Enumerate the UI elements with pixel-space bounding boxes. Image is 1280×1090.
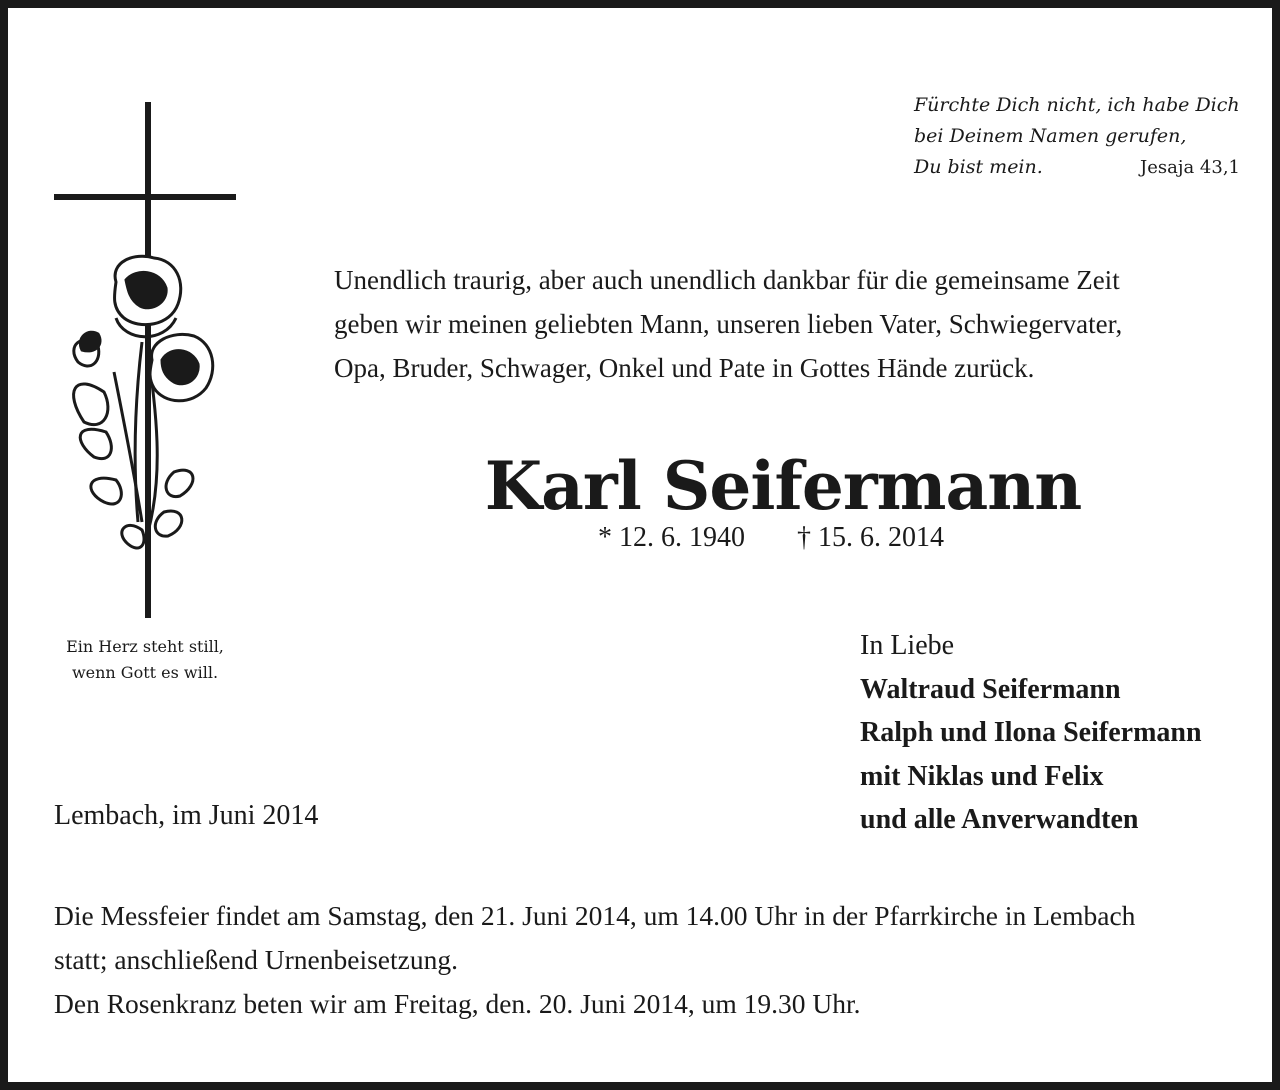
cross-roses-illustration: [44, 92, 236, 620]
life-dates: [598, 520, 944, 556]
place-date: Lembach, im Juni 2014: [54, 800, 319, 831]
verse-line: Fürchte Dich nicht, ich habe Dich: [914, 94, 1240, 116]
notice-line: Die Messfeier findet am Samstag, den 21. Juni 2014, um 14.00 Uhr in der Pfarrkirche in Lembach: [54, 900, 1136, 931]
mourner-name: Ralph und Ilona Seifermann: [860, 717, 1202, 748]
verse-line: Du bist mein.: [914, 156, 1043, 178]
motto-line: wenn Gott es will.: [71, 663, 219, 682]
motto-line: Ein Herz steht still,: [66, 637, 224, 656]
mourner-name: und alle Anverwandten: [860, 804, 1139, 835]
mourner-name: mit Niklas und Felix: [860, 760, 1104, 792]
mourners: [860, 624, 1260, 842]
intro-line: Opa, Bruder, Schwager, Onkel und Pate in Gottes Hände zurück.: [334, 353, 1035, 383]
deceased-name: Karl Seifermann: [484, 447, 1082, 525]
intro-text: [334, 258, 1254, 390]
intro-line: geben wir meinen geliebten Mann, unseren lieben Vater, Schwiegervater,: [334, 309, 1123, 339]
mourner-name: Waltraud Seifermann: [860, 673, 1121, 705]
motto: [38, 634, 252, 686]
bible-verse: [914, 90, 1240, 183]
roses-icon: [74, 256, 213, 548]
mourners-lead: In Liebe: [860, 630, 955, 661]
cross-icon: [44, 92, 236, 620]
death-date: † 15. 6. 2014: [797, 522, 944, 553]
verse-reference: Jesaja 43,1: [1140, 157, 1240, 178]
service-notice: [54, 894, 1254, 1026]
notice-line: statt; anschließend Urnenbeisetzung.: [54, 944, 458, 975]
verse-line: bei Deinem Namen gerufen,: [914, 125, 1187, 147]
notice-line: Den Rosenkranz beten wir am Freitag, den. 20. Juni 2014, um 19.30 Uhr.: [54, 988, 861, 1019]
intro-line: Unendlich traurig, aber auch unendlich dankbar für die gemeinsame Zeit: [334, 265, 1120, 295]
birth-date: * 12. 6. 1940: [598, 522, 745, 553]
